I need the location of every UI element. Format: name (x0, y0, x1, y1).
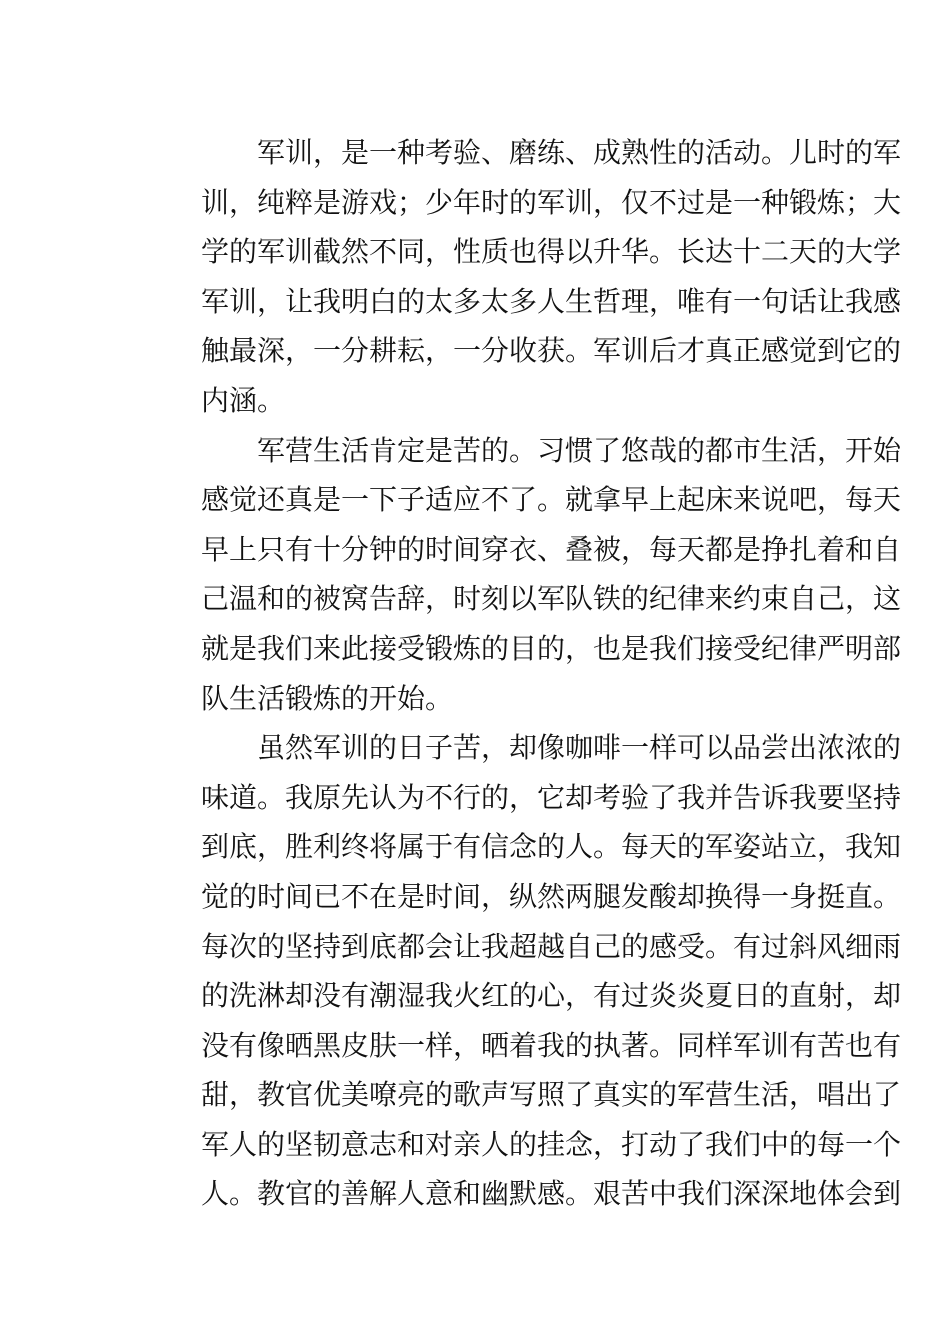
paragraph-line: 己温和的被窝告辞，时刻以军队铁的纪律来约束自己，这 (201, 582, 902, 616)
paragraph-line: 每次的坚持到底都会让我超越自己的感受。有过斜风细雨 (201, 929, 902, 963)
paragraph-line: 觉的时间已不在是时间，纵然两腿发酸却换得一身挺直。 (201, 879, 902, 913)
paragraph-line: 的洗淋却没有潮湿我火红的心，有过炎炎夏日的直射，却 (201, 979, 902, 1013)
paragraph-line: 学的军训截然不同，性质也得以升华。长达十二天的大学 (201, 235, 902, 269)
paragraph-line: 训，纯粹是游戏；少年时的军训，仅不过是一种锻炼；大 (201, 185, 902, 219)
paragraph-line: 触最深，一分耕耘，一分收获。军训后才真正感觉到它的 (201, 334, 902, 368)
paragraph-line: 军训，让我明白的太多太多人生哲理，唯有一句话让我感 (201, 284, 902, 318)
paragraph-line: 军营生活肯定是苦的。习惯了悠哉的都市生活，开始 (257, 433, 902, 467)
paragraph-line: 内涵。 (201, 383, 286, 417)
paragraph-2 (145, 426, 902, 724)
paragraph-line: 到底，胜利终将属于有信念的人。每天的军姿站立，我知 (201, 830, 902, 864)
paragraph-line: 虽然军训的日子苦，却像咖啡一样可以品尝出浓浓的 (257, 731, 902, 765)
paragraph-line: 军训，是一种考验、磨练、成熟性的活动。儿时的军 (257, 136, 902, 169)
paragraph-1 (145, 128, 902, 426)
paragraph-line: 味道。我原先认为不行的，它却考验了我并告诉我要坚持 (201, 780, 902, 814)
paragraph-line: 军人的坚韧意志和对亲人的挂念，打动了我们中的每一个 (201, 1127, 902, 1161)
paragraph-line: 早上只有十分钟的时间穿衣、叠被，每天都是挣扎着和自 (201, 532, 902, 566)
paragraph-line: 人。教官的善解人意和幽默感。艰苦中我们深深地体会到 (201, 1177, 902, 1211)
paragraph-line: 没有像晒黑皮肤一样，晒着我的执著。同样军训有苦也有 (201, 1028, 902, 1062)
document-body (145, 128, 902, 1219)
paragraph-line: 队生活锻炼的开始。 (201, 681, 454, 715)
paragraph-line: 感觉还真是一下子适应不了。就拿早上起床来说吧，每天 (201, 483, 902, 517)
paragraph-line: 甜，教官优美嘹亮的歌声写照了真实的军营生活，唱出了 (201, 1078, 902, 1112)
paragraph-line: 就是我们来此接受锻炼的目的，也是我们接受纪律严明部 (201, 631, 902, 665)
paragraph-3 (145, 723, 902, 1219)
